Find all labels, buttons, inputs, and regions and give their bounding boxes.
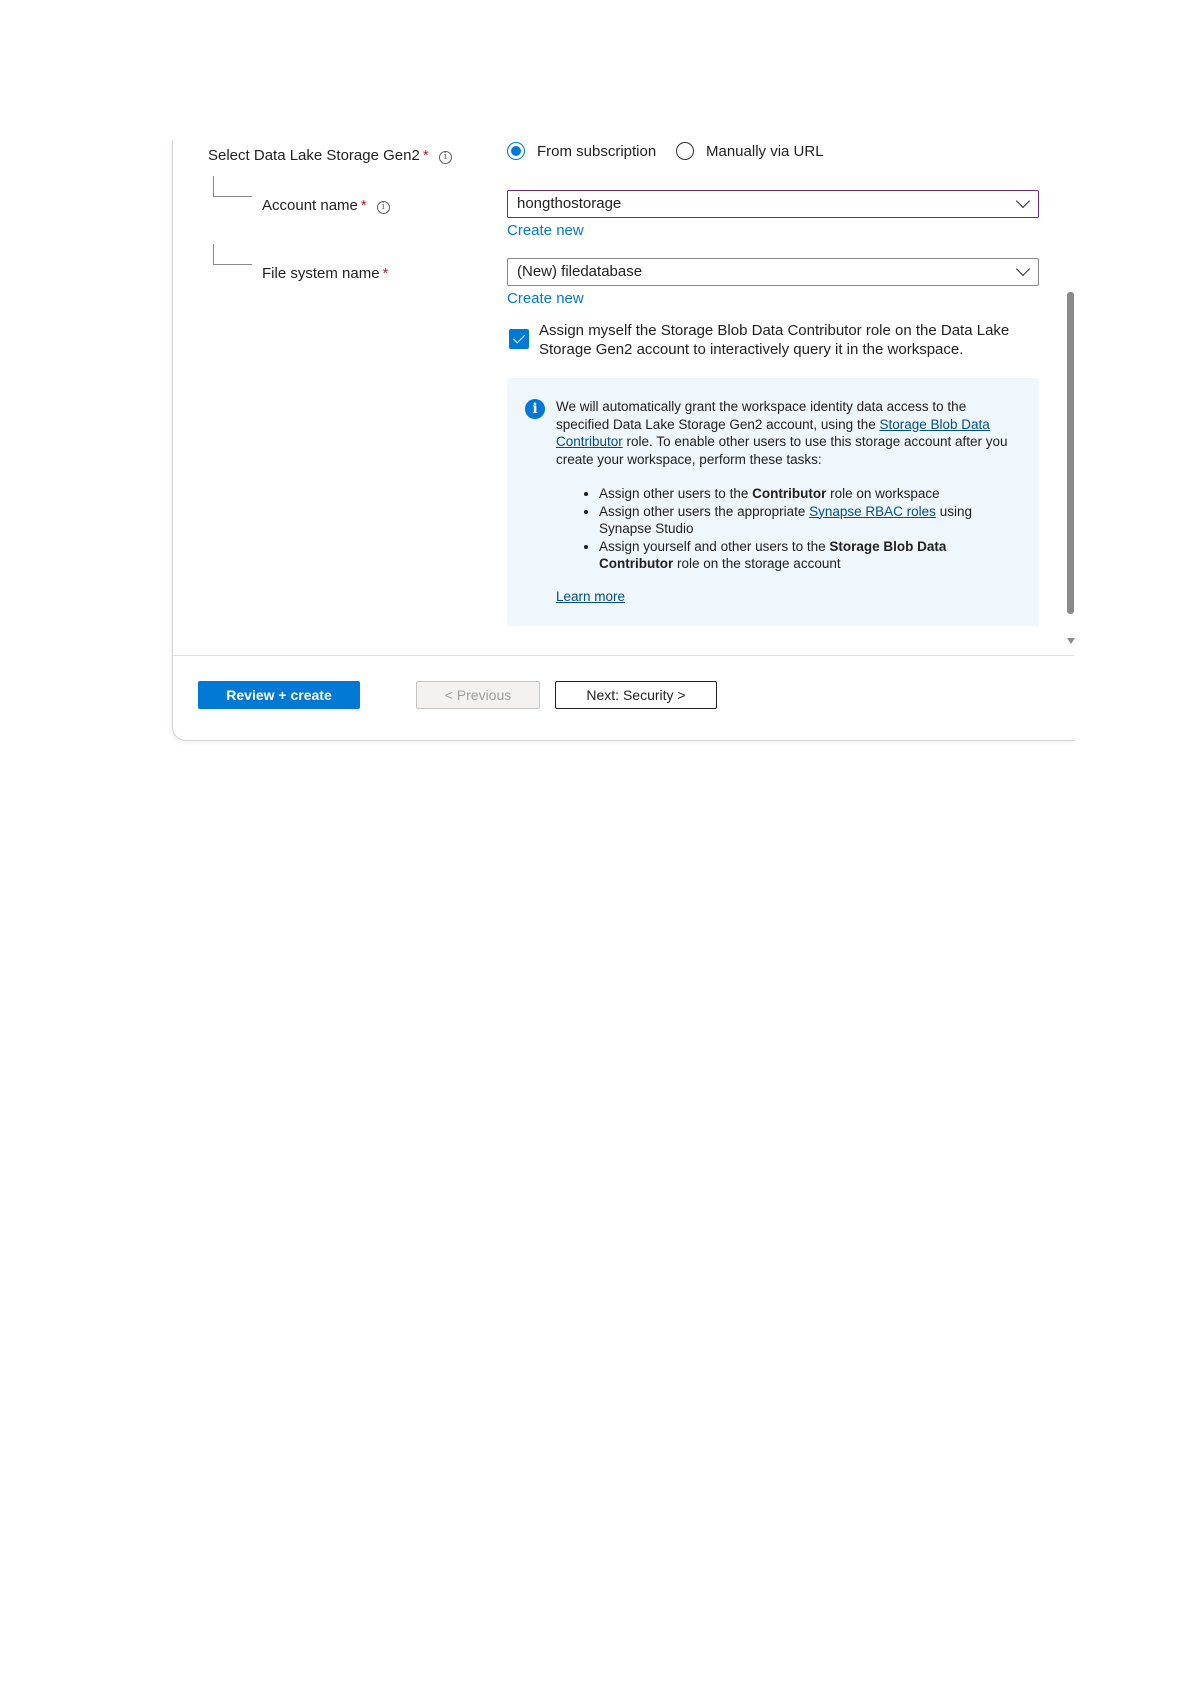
list-item: • Assign other users the appropriate Synapse RBAC roles using Synapse Studio [599, 503, 1019, 538]
storage-blob-role-link[interactable]: Storage Blob Data Contributor [556, 416, 990, 449]
review-create-button[interactable]: Review + create [198, 681, 360, 709]
checkmark-icon [513, 331, 525, 343]
list-item: • Assign yourself and other users to the Storage Blob Data Contributor role on the storage account [599, 538, 1019, 573]
previous-button[interactable]: < Previous [416, 681, 540, 709]
tree-connector [213, 176, 252, 197]
storage-label: Select Data Lake Storage Gen2 [208, 147, 420, 164]
file-system-dropdown[interactable] [507, 258, 1039, 286]
create-new-filesystem-link[interactable]: Create new [507, 290, 584, 307]
account-name-label-row [262, 197, 390, 214]
footer-divider [173, 655, 1074, 656]
assign-role-text: Assign myself the Storage Blob Data Contributor role on the Data Lake Storage Gen2 account to interactively query it in the workspace. [539, 322, 1010, 358]
file-system-value: (New) filedatabase [517, 263, 643, 280]
scrollbar-thumb[interactable] [1067, 292, 1074, 614]
account-name-value: hongthostorage [517, 195, 622, 212]
account-name-dropdown[interactable] [507, 190, 1039, 218]
chevron-down-icon [1016, 262, 1030, 276]
info-icon[interactable]: i [439, 151, 452, 164]
info-text-part2: role. To enable other users to use this storage account after you create your workspace, perform these tasks: [556, 434, 1008, 467]
create-new-account-link[interactable]: Create new [507, 222, 584, 239]
info-message-bar [507, 378, 1039, 626]
account-name-label: Account name [262, 197, 358, 214]
task-list [583, 485, 1019, 573]
radio-dot [511, 146, 521, 156]
synapse-rbac-link[interactable]: Synapse RBAC roles [809, 503, 936, 519]
tree-connector [213, 244, 252, 265]
file-system-label: File system name [262, 265, 380, 282]
next-security-button[interactable]: Next: Security > [555, 681, 717, 709]
assign-role-checkbox[interactable] [509, 329, 529, 349]
storage-label-row [208, 147, 452, 164]
required-mark: * [382, 265, 389, 282]
info-icon[interactable]: i [377, 201, 390, 214]
list-item: • Assign other users to the Contributor role on workspace [599, 485, 1019, 503]
info-icon: i [525, 399, 545, 419]
required-mark: * [422, 147, 429, 164]
required-mark: * [360, 197, 367, 214]
info-text [556, 398, 1016, 468]
file-system-label-row [262, 265, 388, 282]
scroll-down-arrow-icon[interactable] [1067, 638, 1075, 644]
learn-more-link[interactable]: Learn more [556, 589, 626, 604]
radio-from-subscription[interactable] [507, 142, 656, 160]
radio-from-subscription-label: From subscription [537, 142, 657, 160]
chevron-down-icon [1016, 194, 1030, 208]
radio-circle[interactable] [676, 142, 694, 160]
info-text-part1: We will automatically grant the workspace identity data access to the specified Data Lake Storage Gen2 account, using the [556, 399, 967, 432]
radio-circle-selected[interactable] [507, 142, 525, 160]
radio-manual-url-label: Manually via URL [706, 142, 824, 160]
radio-manual-url[interactable] [676, 142, 824, 160]
